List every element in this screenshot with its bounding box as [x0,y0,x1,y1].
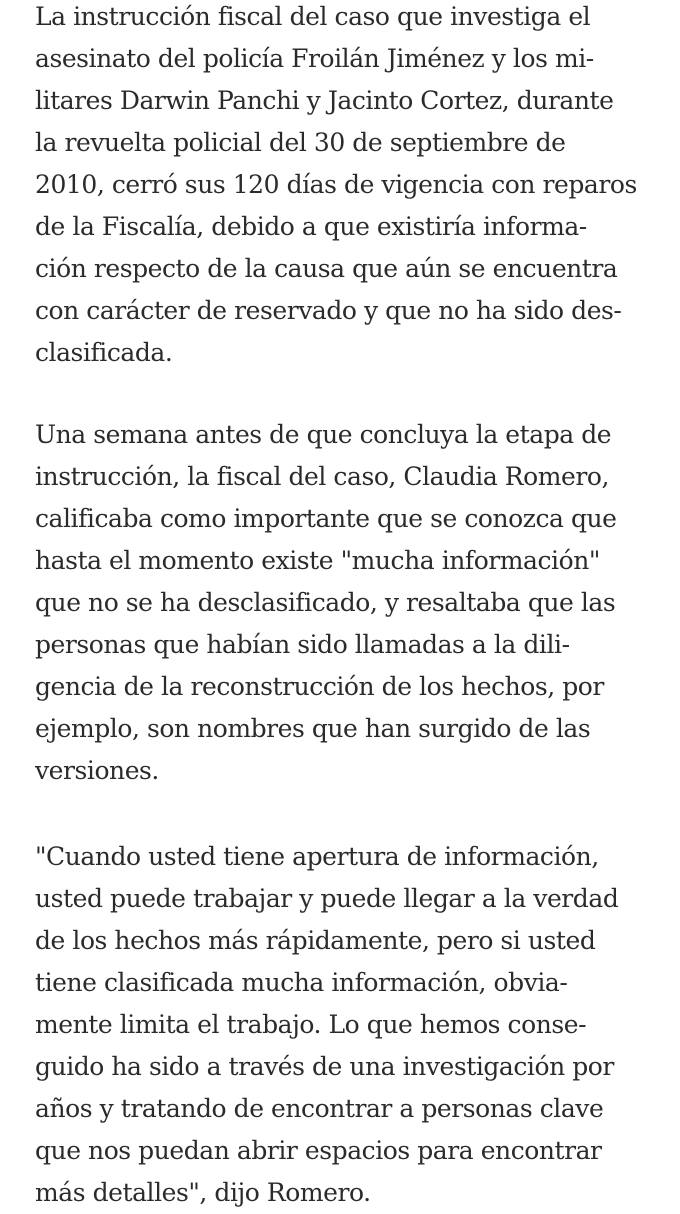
text-line: tiene clasificada mucha información, obvia- [35,968,568,997]
text-line: de la Fiscalía, debido a que existiría informa- [35,212,587,241]
text-line: que no se ha desclasificado, y resaltaba que las [35,588,616,617]
text-line: 2010, cerró sus 120 días de vigencia con reparos [35,170,637,199]
text-line: versiones. [35,756,159,785]
text-line: asesinato del policía Froilán Jiménez y los mi- [35,44,594,73]
text-line: la revuelta policial del 30 de septiembre de [35,128,566,157]
text-line: ción respecto de la causa que aún se encuentra [35,254,618,283]
text-line: guido ha sido a través de una investigación por [35,1052,614,1081]
paragraph-1 [35,0,637,374]
text-line: que nos puedan abrir espacios para encontrar [35,1136,602,1165]
text-line: años y tratando de encontrar a personas clave [35,1094,604,1123]
text-line: usted puede trabajar y puede llegar a la verdad [35,884,619,913]
text-line: personas que habían sido llamadas a la dili- [35,630,570,659]
text-line: con carácter de reservado y que no ha sido des- [35,296,622,325]
text-line: de los hechos más rápidamente, pero si usted [35,926,596,955]
text-line: calificaba como importante que se conozca que [35,504,617,533]
paragraph-2 [35,414,617,792]
text-line: más detalles", dijo Romero. [35,1178,371,1207]
text-line: clasificada. [35,338,173,367]
text-line: mente limita el trabajo. Lo que hemos conse- [35,1010,587,1039]
text-line: ejemplo, son nombres que han surgido de las [35,714,591,743]
text-line: Una semana antes de que concluya la etapa de [35,420,612,449]
text-line: hasta el momento existe "mucha información" [35,546,600,575]
text-line: instrucción, la fiscal del caso, Claudia Romero, [35,462,609,491]
paragraph-3-quote [35,836,618,1214]
text-line: La instrucción fiscal del caso que investiga el [35,2,591,31]
text-line: gencia de la reconstrucción de los hechos, por [35,672,604,701]
text-line: "Cuando usted tiene apertura de información, [35,842,599,871]
text-line: litares Darwin Panchi y Jacinto Cortez, durante [35,86,614,115]
